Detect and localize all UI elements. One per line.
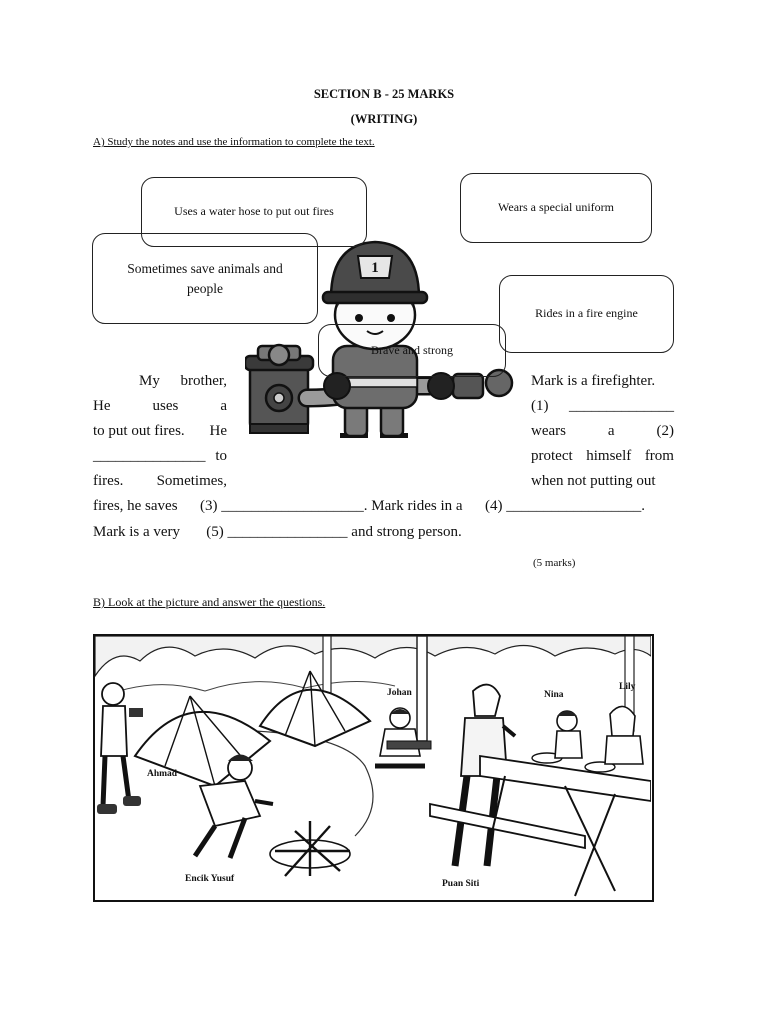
passage-left-line-5: fires. Sometimes, <box>93 473 227 489</box>
marks-label: (5 marks) <box>533 557 576 569</box>
label-puan-siti: Puan Siti <box>442 879 480 889</box>
passage-left-line-4: _______________ to <box>93 448 227 464</box>
label-nina: Nina <box>544 690 564 700</box>
part-a-instruction: A) Study the notes and use the information to complete the text. <box>93 136 375 148</box>
passage-left-line-1: My brother, <box>139 373 227 389</box>
note-special-uniform: Wears a special uniform <box>460 173 652 243</box>
section-subtitle: (WRITING) <box>350 112 418 126</box>
passage-line-6: fires, he saves (3) ___________________. Mark rides in a (4) __________________. <box>93 498 646 514</box>
part-b-instruction: B) Look at the picture and answer the questions. <box>93 595 326 609</box>
label-johan: Johan <box>387 688 412 698</box>
note-fire-engine: Rides in a fire engine <box>499 275 674 353</box>
note-save-animals: Sometimes save animals and people <box>92 233 318 324</box>
note-brave-strong: Brave and strong <box>318 324 506 377</box>
helmet-number: 1 <box>371 260 379 276</box>
passage-right-line-2: (1) ______________ <box>531 395 674 417</box>
note-water-hose: Uses a water hose to put out fires <box>141 177 367 247</box>
label-ahmad: Ahmad <box>147 769 178 779</box>
picnic-scene <box>95 636 651 899</box>
passage-right-line-5: when not putting out <box>531 473 656 489</box>
fire-hydrant <box>245 345 313 433</box>
passage-left-line-2: He uses a <box>93 398 227 414</box>
label-lily: Lily <box>619 682 636 692</box>
passage-left-line-3: to put out fires. He <box>93 423 227 439</box>
blank-1[interactable]: ______________ <box>569 398 674 414</box>
passage-right-line-3: wears a (2) <box>531 423 674 439</box>
section-title: SECTION B - 25 MARKS <box>313 87 455 101</box>
passage-right-line-1: Mark is a firefighter. <box>531 373 656 389</box>
picnic-picture <box>93 634 654 902</box>
label-encik-yusuf: Encik Yusuf <box>185 874 235 884</box>
passage-line-7: Mark is a very (5) ________________ and strong person. <box>93 524 462 540</box>
passage-right-line-4: protect himself from <box>531 448 674 464</box>
